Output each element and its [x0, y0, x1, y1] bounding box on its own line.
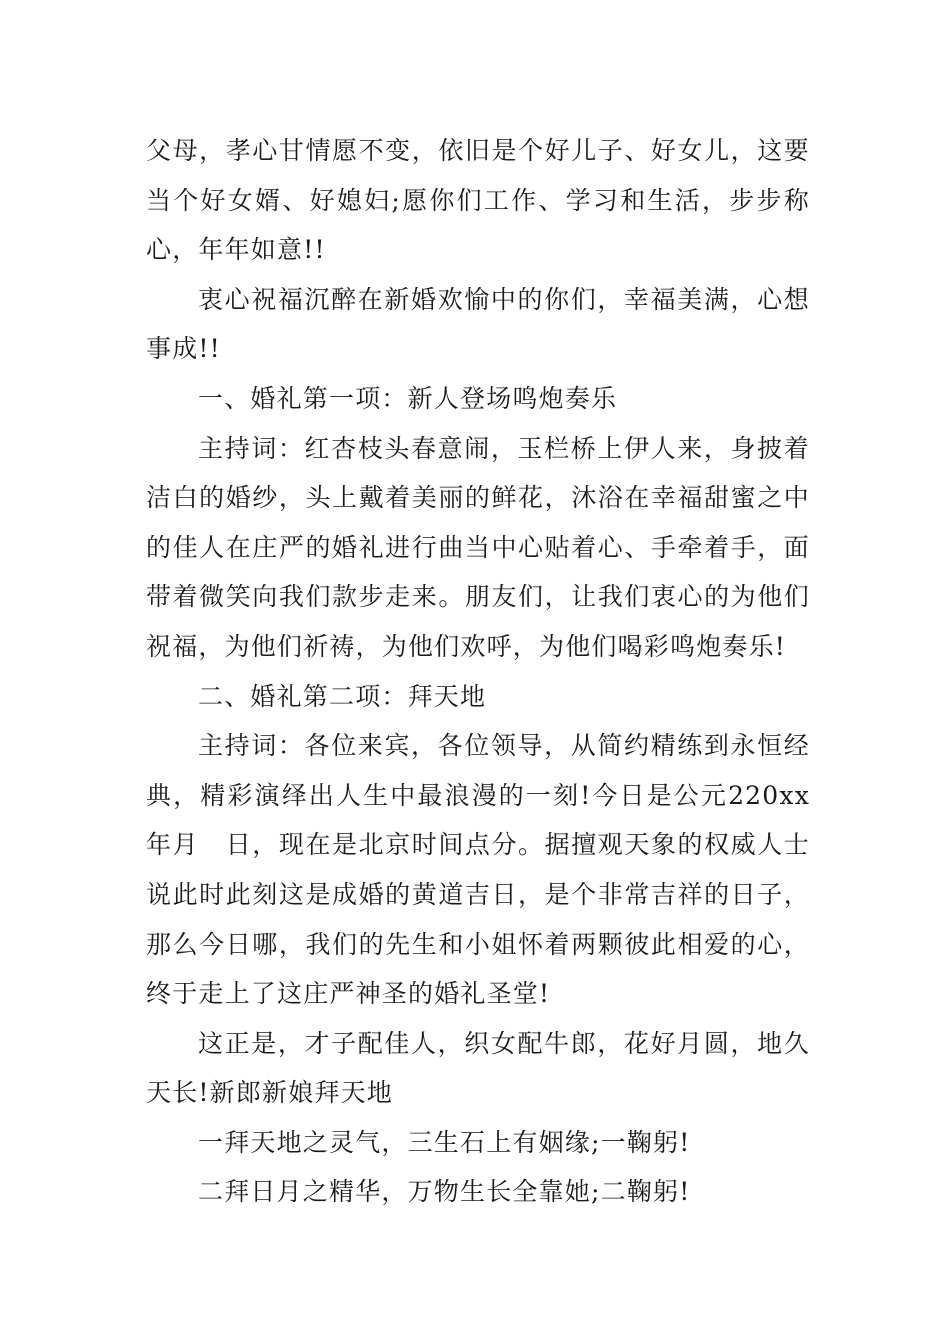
paragraph-7: 这正是，才子配佳人，织女配牛郎，花好月圆，地久天长!新郎新娘拜天地	[146, 1028, 810, 1108]
paragraph-bow-1: 一拜天地之灵气，三生石上有姻缘;一鞠躬!	[198, 1127, 691, 1157]
paragraph-host-speech-1: 主持词：红杏枝头春意闹，玉栏桥上伊人来，身披着洁白的婚纱，头上戴着美丽的鲜花，沐浴在幸福甜蜜之中的佳人在庄严的婚礼进行曲当中心贴着心、手牵着手，面带着微笑向我们款步走来。朋友们，让我们衷心的为他们祝福，为他们祈祷，为他们欢呼，为他们喝彩鸣炮奏乐!	[146, 433, 810, 661]
document-body	[146, 126, 810, 1217]
paragraph-host-speech-2: 主持词：各位来宾，各位领导，从简约精练到永恒经典，精彩演绎出人生中最浪漫的一刻!今日是公元220xx年月 日，现在是北京时间点分。据擅观天象的权威人士说此时此刻这是成婚的黄道吉日，是个非常吉祥的日子，那么今日哪，我们的先生和小姐怀着两颗彼此相爱的心，终于走上了这庄严神圣的婚礼圣堂!	[146, 731, 810, 1009]
paragraph-2: 衷心祝福沉醉在新婚欢愉中的你们，幸福美满，心想事成!!	[146, 284, 810, 364]
paragraph-bow-2: 二拜日月之精华，万物生长全靠她;二鞠躬!	[198, 1177, 691, 1207]
section-heading-1: 一、婚礼第一项：新人登场鸣炮奏乐	[198, 383, 618, 413]
section-heading-2: 二、婚礼第二项：拜天地	[198, 681, 487, 711]
paragraph-1: 父母，孝心甘情愿不变，依旧是个好儿子、好女儿，这要当个好女婿、好媳妇;愿你们工作、学习和生活，步步称心，年年如意!!	[146, 136, 810, 265]
